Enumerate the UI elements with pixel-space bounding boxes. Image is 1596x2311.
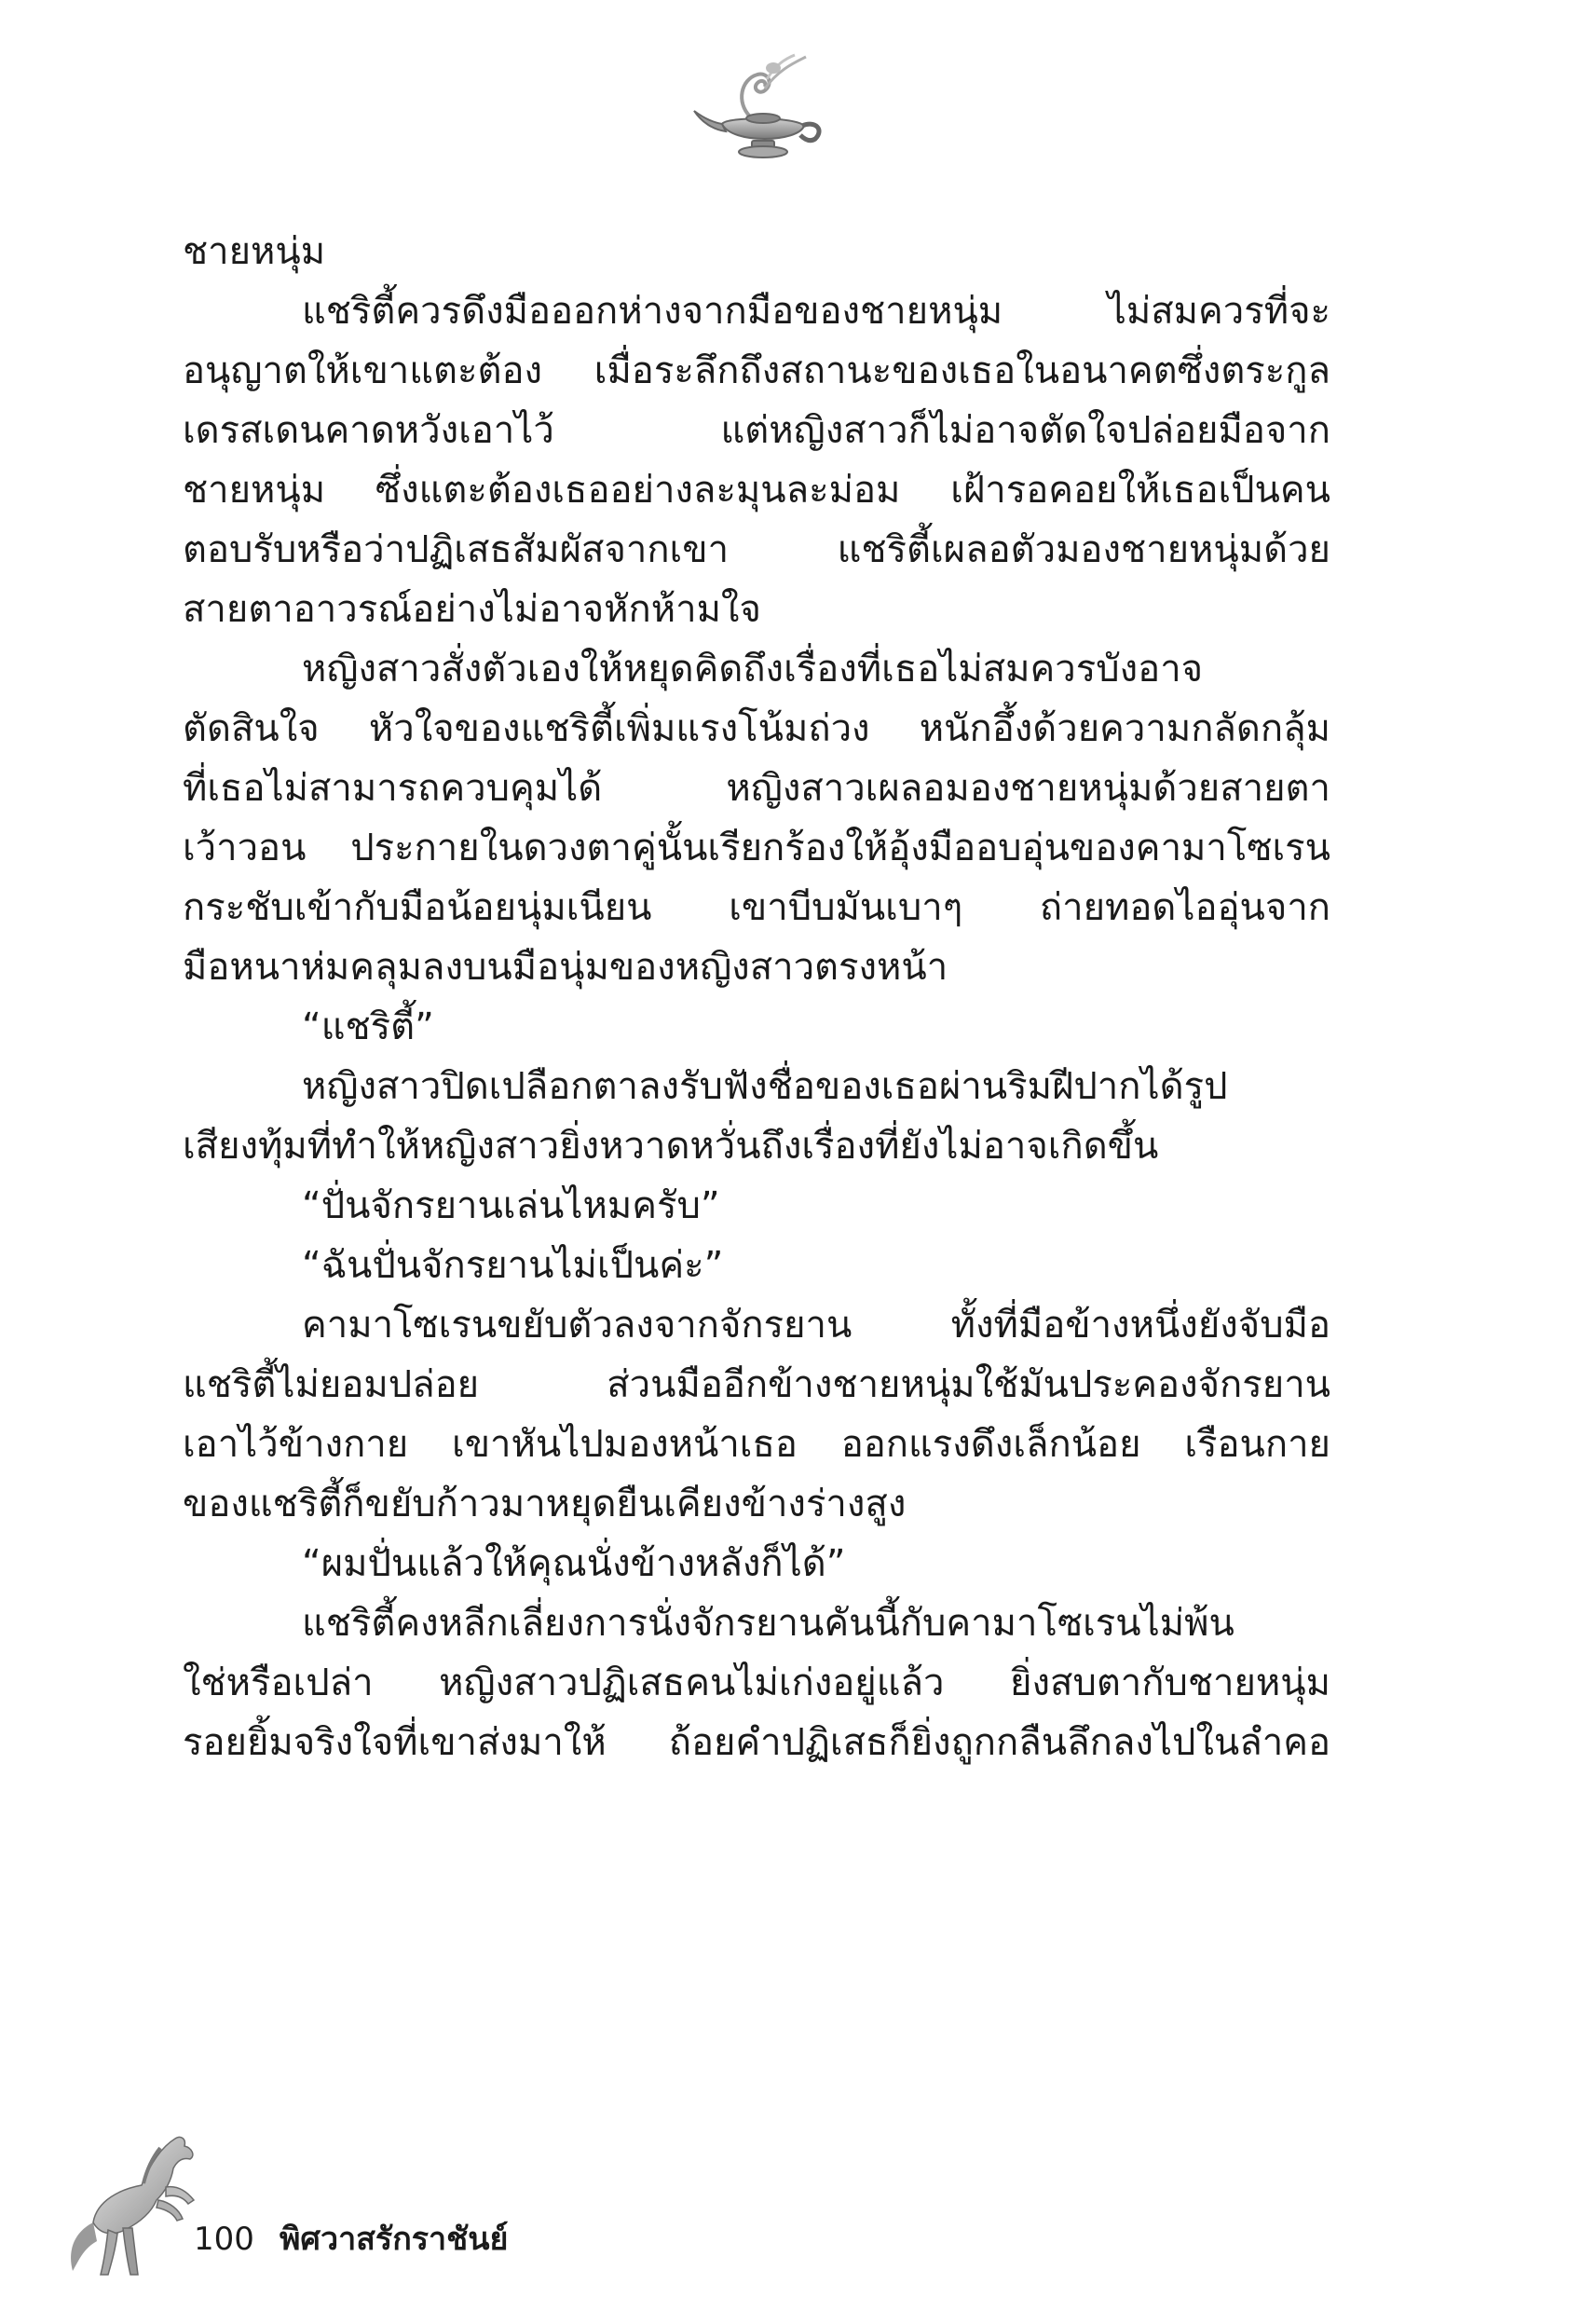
text-line: เอาไว้ข้างกาย เขาหันไปมองหน้าเธอ ออกแรงดึงเล็กน้อย เรือนกาย (183, 1423, 1330, 1466)
text-line: ตัดสินใจ หัวใจของแชริตี้เพิ่มแรงโน้มถ่วง หนักอึ้งด้วยความกลัดกลุ้ม (183, 707, 1330, 750)
genie-lamp-icon (685, 51, 834, 163)
text-line: กระชับเข้ากับมือน้อยนุ่มเนียน เขาบีบมันเบาๆ ถ่ายทอดไออุ่นจาก (183, 886, 1330, 929)
text-line: ที่เธอไม่สามารถควบคุมได้ หญิงสาวเผลอมองชายหนุ่มด้วยสายตา (183, 767, 1330, 810)
text-line: มือหนาห่มคลุมลงบนมือนุ่มของหญิงสาวตรงหน้า (183, 946, 948, 989)
page-body (183, 222, 1330, 1772)
text-line: “ปั่นจักรยานเล่นไหมครับ” (302, 1184, 720, 1227)
text-line: คามาโซเรนขยับตัวลงจากจักรยาน ทั้งที่มือข้างหนึ่งยังจับมือ (302, 1304, 1330, 1347)
text-line: ใช่หรือเปล่า หญิงสาวปฏิเสธคนไม่เก่งอยู่แล้ว ยิ่งสบตากับชายหนุ่ม (183, 1661, 1330, 1704)
text-line: “ผมปั่นแล้วให้คุณนั่งข้างหลังก็ได้” (302, 1542, 846, 1585)
book-title: พิศวาสรักราชันย์ (280, 2221, 509, 2258)
page-number: 100 (194, 2221, 254, 2258)
text-line: ของแชริตี้ก็ขยับก้าวมาหยุดยืนเคียงข้างร่างสูง (183, 1483, 907, 1525)
text-line: อนุญาตให้เขาแตะต้อง เมื่อระลึกถึงสถานะของเธอในอนาคตซึ่งตระกูล (183, 349, 1330, 392)
text-line: ชายหนุ่ม ซึ่งแตะต้องเธออย่างละมุนละม่อม เฝ้ารอคอยให้เธอเป็นคน (183, 469, 1330, 512)
text-line: “แชริตี้” (302, 1005, 434, 1048)
text-line: แชริตี้คงหลีกเลี่ยงการนั่งจักรยานคันนี้กับคามาโซเรนไม่พ้น (302, 1602, 1235, 1645)
text-line: เว้าวอน ประกายในดวงตาคู่นั้นเรียกร้องให้อุ้งมืออบอุ่นของคามาโซเรน (183, 827, 1330, 869)
text-line: หญิงสาวปิดเปลือกตาลงรับฟังชื่อของเธอผ่านริมฝีปากได้รูป (302, 1065, 1228, 1108)
text-line: แชริตี้ไม่ยอมปล่อย ส่วนมืออีกข้างชายหนุ่มใช้มันประคองจักรยาน (183, 1363, 1330, 1406)
text-line: ชายหนุ่ม (183, 230, 326, 273)
text-line: แชริตี้ควรดึงมือออกห่างจากมือของชายหนุ่ม ไม่สมควรที่จะ (302, 290, 1330, 333)
text-line: เดรสเดนคาดหวังเอาไว้ แต่หญิงสาวก็ไม่อาจตัดใจปล่อยมือจาก (183, 409, 1330, 452)
rearing-horse-icon (56, 2111, 205, 2278)
text-line: สายตาอาวรณ์อย่างไม่อาจหักห้ามใจ (183, 588, 761, 631)
text-line: “ฉันปั่นจักรยานไม่เป็นค่ะ” (302, 1244, 724, 1287)
text-line: ตอบรับหรือว่าปฏิเสธสัมผัสจากเขา แชริตี้เผลอตัวมองชายหนุ่มด้วย (183, 528, 1330, 571)
text-line: หญิงสาวสั่งตัวเองให้หยุดคิดถึงเรื่องที่เธอไม่สมควรบังอาจ (302, 648, 1204, 691)
text-line: เสียงทุ้มที่ทำให้หญิงสาวยิ่งหวาดหวั่นถึงเรื่องที่ยังไม่อาจเกิดขึ้น (183, 1125, 1159, 1168)
page-footer (56, 2111, 708, 2278)
text-line: รอยยิ้มจริงใจที่เขาส่งมาให้ ถ้อยคำปฏิเสธก็ยิ่งถูกกลืนลึกลงไปในลำคอ (183, 1721, 1330, 1764)
